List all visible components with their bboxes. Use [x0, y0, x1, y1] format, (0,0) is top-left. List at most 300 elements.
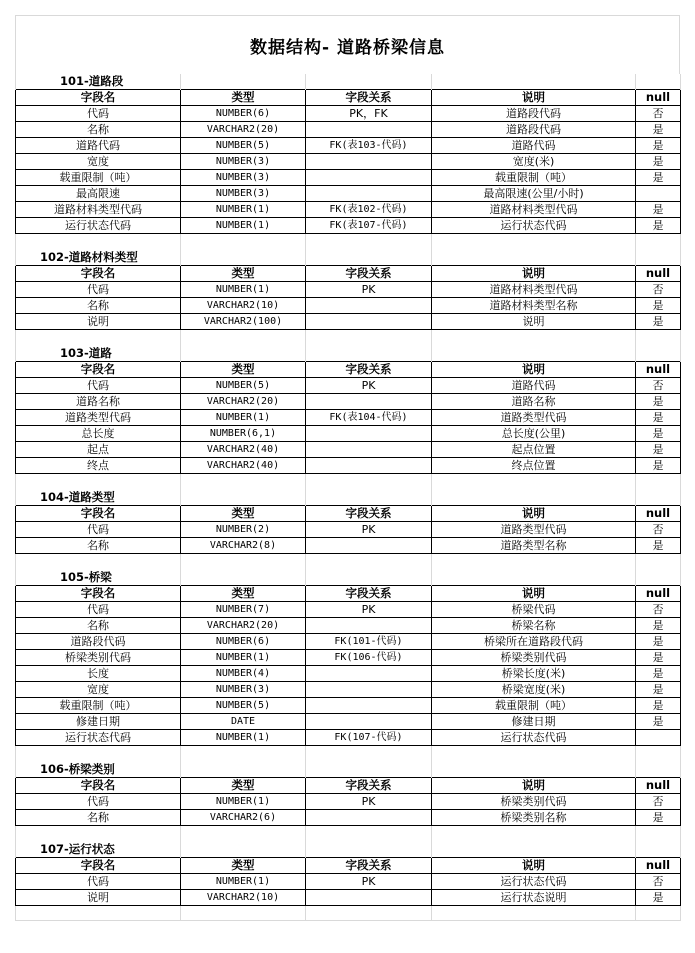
empty-cell[interactable] [306, 746, 432, 763]
relation-cell[interactable] [306, 186, 432, 202]
description-cell[interactable]: 桥梁类别代码 [432, 794, 636, 810]
type-cell[interactable]: VARCHAR2(20) [181, 394, 306, 410]
description-cell[interactable]: 宽度(米) [432, 154, 636, 170]
section-title[interactable]: 103-道路 [16, 346, 181, 362]
type-cell[interactable]: NUMBER(5) [181, 698, 306, 714]
description-cell[interactable]: 运行状态说明 [432, 890, 636, 906]
table-row [16, 426, 681, 442]
relation-cell[interactable] [306, 890, 432, 906]
empty-cell[interactable] [16, 474, 181, 491]
field-name-cell[interactable]: 名称 [16, 618, 181, 634]
type-cell[interactable]: NUMBER(1) [181, 874, 306, 890]
empty-cell[interactable] [306, 554, 432, 571]
column-header-description[interactable]: 说明 [432, 90, 636, 106]
field-name-cell[interactable]: 起点 [16, 442, 181, 458]
relation-cell[interactable]: FK(表102-代码) [306, 202, 432, 218]
empty-cell[interactable] [306, 474, 432, 491]
empty-cell[interactable] [636, 490, 681, 506]
empty-cell[interactable] [432, 74, 636, 90]
field-name-cell[interactable]: 长度 [16, 666, 181, 682]
table-row [16, 410, 681, 426]
type-cell[interactable]: NUMBER(4) [181, 666, 306, 682]
type-cell[interactable]: NUMBER(3) [181, 682, 306, 698]
description-cell[interactable]: 桥梁类别名称 [432, 810, 636, 826]
field-name-cell[interactable]: 运行状态代码 [16, 218, 181, 234]
type-cell[interactable]: NUMBER(5) [181, 138, 306, 154]
nullable-cell[interactable]: 是 [636, 810, 681, 826]
empty-cell[interactable] [636, 330, 681, 347]
empty-cell[interactable] [181, 570, 306, 586]
empty-cell[interactable] [181, 250, 306, 266]
empty-cell[interactable] [306, 346, 432, 362]
empty-cell[interactable] [306, 906, 432, 921]
empty-cell[interactable] [636, 842, 681, 858]
empty-cell[interactable] [181, 762, 306, 778]
empty-cell[interactable] [636, 346, 681, 362]
nullable-cell[interactable]: 是 [636, 154, 681, 170]
type-cell[interactable]: VARCHAR2(10) [181, 890, 306, 906]
type-cell[interactable]: NUMBER(5) [181, 378, 306, 394]
table-row [16, 634, 681, 650]
table-row [16, 522, 681, 538]
table-row [16, 794, 681, 810]
column-header-nullable[interactable]: null [636, 266, 681, 282]
data-structure-table [15, 74, 681, 921]
description-cell[interactable]: 修建日期 [432, 714, 636, 730]
field-name-cell[interactable]: 代码 [16, 106, 181, 122]
column-header-nullable[interactable]: null [636, 778, 681, 794]
empty-cell[interactable] [181, 906, 306, 921]
section-title[interactable]: 102-道路材料类型 [16, 250, 181, 266]
description-cell[interactable]: 道路段代码 [432, 122, 636, 138]
empty-cell[interactable] [636, 554, 681, 571]
field-name-cell[interactable]: 道路类型代码 [16, 410, 181, 426]
description-cell[interactable]: 说明 [432, 314, 636, 330]
relation-cell[interactable] [306, 426, 432, 442]
empty-cell[interactable] [432, 554, 636, 571]
empty-cell[interactable] [306, 490, 432, 506]
nullable-cell[interactable]: 否 [636, 378, 681, 394]
spacer-row [16, 826, 681, 843]
relation-cell[interactable] [306, 714, 432, 730]
empty-cell[interactable] [181, 234, 306, 251]
nullable-cell[interactable]: 是 [636, 314, 681, 330]
relation-cell[interactable]: PK [306, 282, 432, 298]
column-header-nullable[interactable]: null [636, 362, 681, 378]
field-name-cell[interactable]: 代码 [16, 794, 181, 810]
description-cell[interactable]: 道路类型代码 [432, 522, 636, 538]
empty-cell[interactable] [636, 746, 681, 763]
description-cell[interactable]: 道路类型名称 [432, 538, 636, 554]
table-row [16, 314, 681, 330]
table-row [16, 106, 681, 122]
nullable-cell[interactable]: 否 [636, 522, 681, 538]
nullable-cell[interactable]: 否 [636, 874, 681, 890]
column-header-relation[interactable]: 字段关系 [306, 858, 432, 874]
column-header-field-name[interactable]: 字段名 [16, 362, 181, 378]
relation-cell[interactable]: FK(106-代码) [306, 650, 432, 666]
column-header-field-name[interactable]: 字段名 [16, 586, 181, 602]
nullable-cell[interactable]: 是 [636, 122, 681, 138]
description-cell[interactable]: 运行状态代码 [432, 874, 636, 890]
column-header-field-name[interactable]: 字段名 [16, 90, 181, 106]
nullable-cell[interactable]: 是 [636, 458, 681, 474]
empty-cell[interactable] [16, 826, 181, 843]
field-name-cell[interactable]: 说明 [16, 890, 181, 906]
table-header-row [16, 90, 681, 106]
relation-cell[interactable]: PK [306, 874, 432, 890]
section-title[interactable]: 104-道路类型 [16, 490, 181, 506]
empty-cell[interactable] [432, 826, 636, 843]
type-cell[interactable]: NUMBER(1) [181, 794, 306, 810]
relation-cell[interactable] [306, 458, 432, 474]
relation-cell[interactable]: PK，FK [306, 106, 432, 122]
empty-cell[interactable] [432, 330, 636, 347]
description-cell[interactable]: 运行状态代码 [432, 730, 636, 746]
column-header-field-name[interactable]: 字段名 [16, 858, 181, 874]
empty-cell[interactable] [306, 74, 432, 90]
relation-cell[interactable] [306, 810, 432, 826]
column-header-type[interactable]: 类型 [181, 90, 306, 106]
column-header-description[interactable]: 说明 [432, 506, 636, 522]
nullable-cell[interactable] [636, 186, 681, 202]
empty-cell[interactable] [181, 826, 306, 843]
empty-cell[interactable] [432, 234, 636, 251]
nullable-cell[interactable]: 是 [636, 410, 681, 426]
column-header-type[interactable]: 类型 [181, 778, 306, 794]
column-header-relation[interactable]: 字段关系 [306, 90, 432, 106]
column-header-relation[interactable]: 字段关系 [306, 362, 432, 378]
field-name-cell[interactable]: 载重限制（吨） [16, 698, 181, 714]
empty-cell[interactable] [306, 250, 432, 266]
nullable-cell[interactable]: 否 [636, 602, 681, 618]
empty-cell[interactable] [181, 490, 306, 506]
type-cell[interactable]: NUMBER(3) [181, 170, 306, 186]
table-row [16, 170, 681, 186]
table-header-row [16, 858, 681, 874]
description-cell[interactable]: 道路代码 [432, 138, 636, 154]
field-name-cell[interactable]: 代码 [16, 602, 181, 618]
empty-cell[interactable] [181, 474, 306, 491]
field-name-cell[interactable]: 名称 [16, 538, 181, 554]
field-name-cell[interactable]: 桥梁类别代码 [16, 650, 181, 666]
field-name-cell[interactable]: 名称 [16, 122, 181, 138]
relation-cell[interactable]: PK [306, 794, 432, 810]
field-name-cell[interactable]: 运行状态代码 [16, 730, 181, 746]
type-cell[interactable]: VARCHAR2(40) [181, 458, 306, 474]
empty-cell[interactable] [306, 330, 432, 347]
table-row [16, 698, 681, 714]
empty-cell[interactable] [432, 250, 636, 266]
nullable-cell[interactable]: 是 [636, 682, 681, 698]
description-cell[interactable]: 道路代码 [432, 378, 636, 394]
description-cell[interactable]: 道路类型代码 [432, 410, 636, 426]
empty-cell[interactable] [636, 234, 681, 251]
column-header-nullable[interactable]: null [636, 506, 681, 522]
relation-cell[interactable]: FK(表107-代码) [306, 218, 432, 234]
column-header-relation[interactable]: 字段关系 [306, 586, 432, 602]
table-header-row [16, 506, 681, 522]
empty-cell[interactable] [16, 234, 181, 251]
column-header-description[interactable]: 说明 [432, 858, 636, 874]
description-cell[interactable]: 道路段代码 [432, 106, 636, 122]
empty-cell[interactable] [432, 746, 636, 763]
nullable-cell[interactable]: 是 [636, 714, 681, 730]
field-name-cell[interactable]: 道路材料类型代码 [16, 202, 181, 218]
description-cell[interactable]: 道路材料类型代码 [432, 202, 636, 218]
column-header-type[interactable]: 类型 [181, 858, 306, 874]
column-header-type[interactable]: 类型 [181, 266, 306, 282]
nullable-cell[interactable]: 是 [636, 698, 681, 714]
empty-cell[interactable] [636, 474, 681, 491]
empty-cell[interactable] [636, 570, 681, 586]
relation-cell[interactable]: PK [306, 602, 432, 618]
section-title[interactable]: 101-道路段 [16, 74, 181, 90]
empty-cell[interactable] [16, 330, 181, 347]
field-name-cell[interactable]: 名称 [16, 298, 181, 314]
empty-cell[interactable] [181, 74, 306, 90]
nullable-cell[interactable]: 是 [636, 442, 681, 458]
type-cell[interactable]: VARCHAR2(20) [181, 618, 306, 634]
relation-cell[interactable] [306, 298, 432, 314]
empty-cell[interactable] [181, 842, 306, 858]
field-name-cell[interactable]: 最高限速 [16, 186, 181, 202]
table-row [16, 538, 681, 554]
nullable-cell[interactable]: 是 [636, 218, 681, 234]
column-header-nullable[interactable]: null [636, 586, 681, 602]
relation-cell[interactable] [306, 154, 432, 170]
table-row [16, 890, 681, 906]
section-title-row [16, 250, 681, 266]
table-row [16, 714, 681, 730]
field-name-cell[interactable]: 说明 [16, 314, 181, 330]
column-header-relation[interactable]: 字段关系 [306, 506, 432, 522]
description-cell[interactable]: 道路材料类型代码 [432, 282, 636, 298]
relation-cell[interactable] [306, 442, 432, 458]
nullable-cell[interactable]: 是 [636, 634, 681, 650]
column-header-field-name[interactable]: 字段名 [16, 266, 181, 282]
nullable-cell[interactable]: 是 [636, 666, 681, 682]
relation-cell[interactable]: FK(107-代码) [306, 730, 432, 746]
nullable-cell[interactable]: 是 [636, 890, 681, 906]
column-header-description[interactable]: 说明 [432, 586, 636, 602]
empty-cell[interactable] [306, 570, 432, 586]
spacer-row [16, 906, 681, 921]
type-cell[interactable]: NUMBER(7) [181, 602, 306, 618]
nullable-cell[interactable]: 否 [636, 794, 681, 810]
nullable-cell[interactable] [636, 730, 681, 746]
relation-cell[interactable] [306, 682, 432, 698]
column-header-field-name[interactable]: 字段名 [16, 506, 181, 522]
section-title[interactable]: 106-桥梁类别 [16, 762, 181, 778]
nullable-cell[interactable]: 是 [636, 538, 681, 554]
field-name-cell[interactable]: 终点 [16, 458, 181, 474]
empty-cell[interactable] [432, 762, 636, 778]
relation-cell[interactable] [306, 394, 432, 410]
type-cell[interactable]: VARCHAR2(6) [181, 810, 306, 826]
field-name-cell[interactable]: 道路段代码 [16, 634, 181, 650]
table-row [16, 218, 681, 234]
field-name-cell[interactable]: 代码 [16, 874, 181, 890]
type-cell[interactable]: NUMBER(1) [181, 218, 306, 234]
field-name-cell[interactable]: 宽度 [16, 154, 181, 170]
section-title-row [16, 570, 681, 586]
type-cell[interactable]: NUMBER(6,1) [181, 426, 306, 442]
description-cell[interactable]: 桥梁类别代码 [432, 650, 636, 666]
table-row [16, 378, 681, 394]
table-row [16, 682, 681, 698]
empty-cell[interactable] [636, 906, 681, 921]
type-cell[interactable]: NUMBER(3) [181, 186, 306, 202]
description-cell[interactable]: 桥梁代码 [432, 602, 636, 618]
relation-cell[interactable] [306, 618, 432, 634]
nullable-cell[interactable]: 是 [636, 618, 681, 634]
table-row [16, 458, 681, 474]
type-cell[interactable]: NUMBER(1) [181, 410, 306, 426]
type-cell[interactable]: VARCHAR2(40) [181, 442, 306, 458]
empty-cell[interactable] [16, 554, 181, 571]
table-row [16, 122, 681, 138]
relation-cell[interactable]: FK(表104-代码) [306, 410, 432, 426]
type-cell[interactable]: DATE [181, 714, 306, 730]
empty-cell[interactable] [181, 554, 306, 571]
relation-cell[interactable] [306, 314, 432, 330]
description-cell[interactable]: 载重限制（吨） [432, 170, 636, 186]
column-header-type[interactable]: 类型 [181, 586, 306, 602]
table-row [16, 298, 681, 314]
relation-cell[interactable] [306, 122, 432, 138]
description-cell[interactable]: 道路材料类型名称 [432, 298, 636, 314]
column-header-description[interactable]: 说明 [432, 266, 636, 282]
relation-cell[interactable]: FK(表103-代码) [306, 138, 432, 154]
nullable-cell[interactable]: 是 [636, 426, 681, 442]
table-row [16, 730, 681, 746]
column-header-description[interactable]: 说明 [432, 778, 636, 794]
type-cell[interactable]: VARCHAR2(20) [181, 122, 306, 138]
relation-cell[interactable] [306, 170, 432, 186]
empty-cell[interactable] [636, 250, 681, 266]
table-row [16, 442, 681, 458]
column-header-field-name[interactable]: 字段名 [16, 778, 181, 794]
empty-cell[interactable] [636, 826, 681, 843]
empty-cell[interactable] [306, 842, 432, 858]
field-name-cell[interactable]: 总长度 [16, 426, 181, 442]
description-cell[interactable]: 起点位置 [432, 442, 636, 458]
description-cell[interactable]: 终点位置 [432, 458, 636, 474]
field-name-cell[interactable]: 代码 [16, 522, 181, 538]
empty-cell[interactable] [432, 490, 636, 506]
empty-cell[interactable] [432, 570, 636, 586]
type-cell[interactable]: NUMBER(2) [181, 522, 306, 538]
relation-cell[interactable]: PK [306, 378, 432, 394]
column-header-nullable[interactable]: null [636, 858, 681, 874]
empty-cell[interactable] [636, 74, 681, 90]
table-row [16, 602, 681, 618]
field-name-cell[interactable]: 载重限制（吨） [16, 170, 181, 186]
table-row [16, 666, 681, 682]
nullable-cell[interactable]: 否 [636, 282, 681, 298]
empty-cell[interactable] [636, 762, 681, 778]
type-cell[interactable]: NUMBER(1) [181, 202, 306, 218]
table-row [16, 874, 681, 890]
column-header-relation[interactable]: 字段关系 [306, 778, 432, 794]
description-cell[interactable]: 总长度(公里) [432, 426, 636, 442]
empty-cell[interactable] [432, 842, 636, 858]
table-row [16, 394, 681, 410]
empty-cell[interactable] [432, 346, 636, 362]
field-name-cell[interactable]: 修建日期 [16, 714, 181, 730]
empty-cell[interactable] [432, 474, 636, 491]
column-header-relation[interactable]: 字段关系 [306, 266, 432, 282]
type-cell[interactable]: NUMBER(3) [181, 154, 306, 170]
column-header-description[interactable]: 说明 [432, 362, 636, 378]
relation-cell[interactable] [306, 538, 432, 554]
type-cell[interactable]: NUMBER(1) [181, 650, 306, 666]
field-name-cell[interactable]: 名称 [16, 810, 181, 826]
field-name-cell[interactable]: 代码 [16, 378, 181, 394]
column-header-nullable[interactable]: null [636, 90, 681, 106]
table-header-row [16, 586, 681, 602]
column-header-type[interactable]: 类型 [181, 506, 306, 522]
description-cell[interactable]: 桥梁长度(米) [432, 666, 636, 682]
type-cell[interactable]: NUMBER(6) [181, 106, 306, 122]
field-name-cell[interactable]: 代码 [16, 282, 181, 298]
empty-cell[interactable] [181, 746, 306, 763]
column-header-type[interactable]: 类型 [181, 362, 306, 378]
empty-cell[interactable] [181, 330, 306, 347]
description-cell[interactable]: 桥梁名称 [432, 618, 636, 634]
description-cell[interactable]: 载重限制（吨） [432, 698, 636, 714]
relation-cell[interactable]: FK(101-代码) [306, 634, 432, 650]
nullable-cell[interactable]: 是 [636, 394, 681, 410]
empty-cell[interactable] [306, 234, 432, 251]
type-cell[interactable]: VARCHAR2(100) [181, 314, 306, 330]
field-name-cell[interactable]: 道路代码 [16, 138, 181, 154]
description-cell[interactable]: 道路名称 [432, 394, 636, 410]
nullable-cell[interactable]: 否 [636, 106, 681, 122]
nullable-cell[interactable]: 是 [636, 170, 681, 186]
type-cell[interactable]: VARCHAR2(8) [181, 538, 306, 554]
field-name-cell[interactable]: 道路名称 [16, 394, 181, 410]
description-cell[interactable]: 桥梁宽度(米) [432, 682, 636, 698]
section-title[interactable]: 107-运行状态 [16, 842, 181, 858]
section-title[interactable]: 105-桥梁 [16, 570, 181, 586]
type-cell[interactable]: NUMBER(1) [181, 282, 306, 298]
nullable-cell[interactable]: 是 [636, 298, 681, 314]
relation-cell[interactable] [306, 698, 432, 714]
type-cell[interactable]: VARCHAR2(10) [181, 298, 306, 314]
section-title-row [16, 490, 681, 506]
empty-cell[interactable] [306, 826, 432, 843]
relation-cell[interactable]: PK [306, 522, 432, 538]
empty-cell[interactable] [16, 906, 181, 921]
empty-cell[interactable] [181, 346, 306, 362]
empty-cell[interactable] [306, 762, 432, 778]
description-cell[interactable]: 桥梁所在道路段代码 [432, 634, 636, 650]
type-cell[interactable]: NUMBER(6) [181, 634, 306, 650]
type-cell[interactable]: NUMBER(1) [181, 730, 306, 746]
empty-cell[interactable] [16, 746, 181, 763]
table-header-row [16, 778, 681, 794]
empty-cell[interactable] [432, 906, 636, 921]
relation-cell[interactable] [306, 666, 432, 682]
nullable-cell[interactable]: 是 [636, 650, 681, 666]
field-name-cell[interactable]: 宽度 [16, 682, 181, 698]
nullable-cell[interactable]: 是 [636, 202, 681, 218]
description-cell[interactable]: 运行状态代码 [432, 218, 636, 234]
description-cell[interactable]: 最高限速(公里/小时) [432, 186, 636, 202]
nullable-cell[interactable]: 是 [636, 138, 681, 154]
